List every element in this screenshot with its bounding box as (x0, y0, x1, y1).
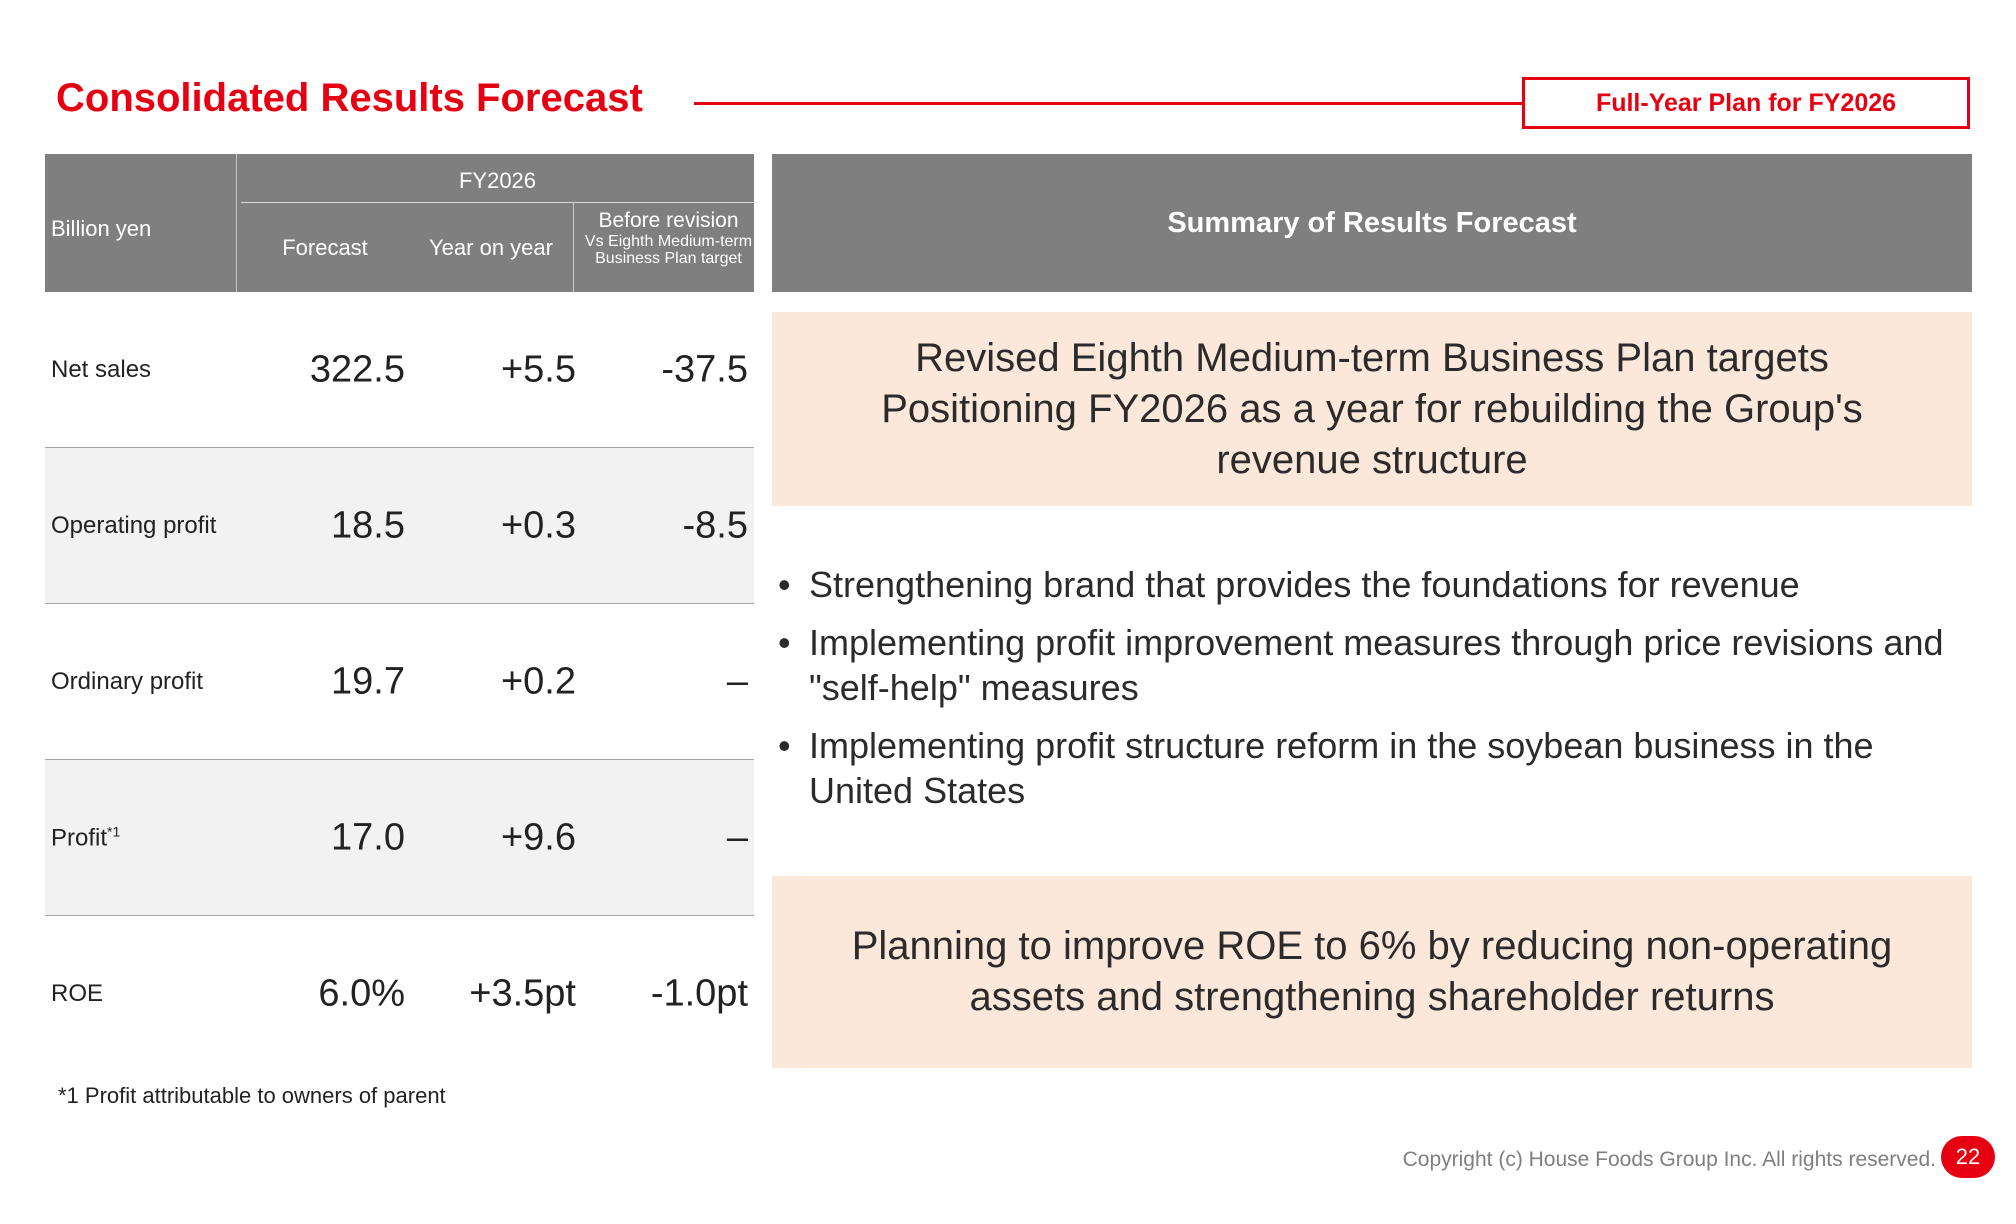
page-number-badge (1941, 1136, 1995, 1178)
row-label: Net sales (51, 355, 152, 383)
list-item (772, 562, 1972, 607)
period-label: FY2026 (458, 168, 537, 193)
yoy-value: +0.2 (500, 660, 576, 702)
col-yoy: Year on year (429, 235, 553, 260)
vs-plan-value: – (726, 816, 748, 858)
bullet-icon: • (778, 622, 791, 663)
forecast-value: 18.5 (331, 504, 405, 546)
forecast-value: 322.5 (309, 348, 405, 390)
header-divider (236, 154, 237, 292)
forecast-value: 17.0 (331, 816, 405, 858)
footnote-mark: *1 (107, 823, 121, 839)
table-row (45, 448, 754, 604)
plan-label: Full-Year Plan for FY2026 (1595, 88, 1897, 117)
vs-plan-value: -37.5 (661, 348, 748, 390)
bullet-text: Strengthening brand that provides the foundations for revenue (809, 564, 1800, 605)
title-divider (694, 102, 1524, 105)
highlight-line: revenue structure (1216, 437, 1528, 482)
row-label: Operating profit (51, 511, 217, 539)
table-row (45, 604, 754, 760)
bullet-text: Implementing profit structure reform in the soybean business in the United States (809, 725, 1874, 811)
col-before-revision-sub: Vs Eighth Medium-term Business Plan target (584, 233, 753, 268)
page-number: 22 (1955, 1144, 1981, 1169)
row-label: Ordinary profit (51, 667, 204, 695)
table-row (45, 760, 754, 916)
copyright: Copyright (c) House Foods Group Inc. All rights reserved. (1402, 1148, 1936, 1171)
summary-heading-bar (772, 154, 1972, 292)
list-item (772, 723, 1972, 813)
table-header (45, 154, 754, 292)
summary-heading: Summary of Results Forecast (1167, 206, 1577, 239)
list-item (772, 620, 1972, 710)
forecast-value: 19.7 (331, 660, 405, 702)
yoy-value: +3.5pt (469, 972, 576, 1014)
vs-plan-value: -8.5 (682, 504, 748, 546)
col-before-revision-title: Before revision (598, 209, 739, 232)
highlight-line: assets and strengthening shareholder returns (969, 975, 1775, 1019)
col-forecast: Forecast (282, 235, 368, 260)
unit-label: Billion yen (51, 216, 152, 241)
highlight-box-plan (772, 312, 1972, 506)
row-label: ROE (51, 979, 104, 1007)
vs-plan-value: – (726, 660, 748, 702)
vs-plan-value: -1.0pt (650, 972, 748, 1014)
yoy-value: +9.6 (500, 816, 576, 858)
footnote: *1 Profit attributable to owners of parent (58, 1083, 446, 1108)
results-table (45, 154, 754, 1071)
page-title: Consolidated Results Forecast (56, 76, 643, 120)
bullet-icon: • (778, 725, 791, 766)
highlight-line: Positioning FY2026 as a year for rebuilding the Group's (881, 386, 1863, 431)
row-label-container (51, 823, 120, 852)
highlight-line: Planning to improve ROE to 6% by reducing non-operating (851, 924, 1893, 968)
forecast-value: 6.0% (318, 972, 405, 1014)
table-row (45, 292, 754, 448)
summary-bullet-list (772, 562, 1972, 826)
bullet-text: Implementing profit improvement measures through price revisions and "self-help" measures (809, 622, 1944, 708)
header-divider (241, 202, 754, 203)
table-row (45, 916, 754, 1071)
plan-label-box (1522, 77, 1970, 129)
row-label: Profit (51, 824, 108, 851)
highlight-box-roe (772, 876, 1972, 1068)
header-divider (573, 202, 574, 292)
col-before-revision (583, 210, 754, 268)
yoy-value: +5.5 (500, 348, 576, 390)
highlight-line: Revised Eighth Medium-term Business Plan targets (915, 335, 1829, 380)
bullet-icon: • (778, 564, 791, 605)
yoy-value: +0.3 (500, 504, 576, 546)
